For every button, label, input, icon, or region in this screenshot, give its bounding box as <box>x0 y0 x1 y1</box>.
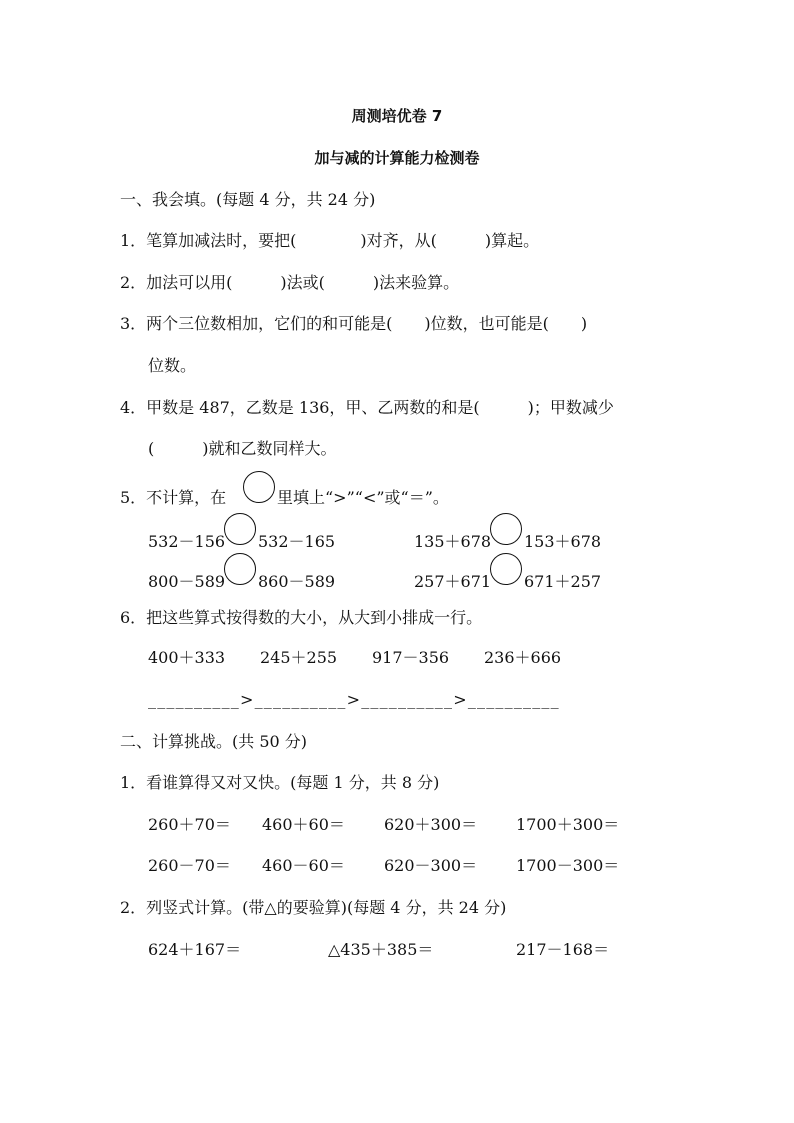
compare-right-2: 153＋678 <box>524 532 602 551</box>
calc-row1-item3: 620＋300＝ <box>384 815 478 834</box>
question-1-6: 6．把这些算式按得数的大小，从大到小排成一行。 <box>120 608 483 627</box>
question-1-4-line2: ( )就和乙数同样大。 <box>148 439 337 458</box>
calc-row1-item4: 1700＋300＝ <box>516 815 620 834</box>
ordering-answer-line[interactable]: __________>__________>__________>__________ <box>148 690 560 709</box>
calc-row2-item3: 620－300＝ <box>384 856 478 875</box>
section2-heading: 二、计算挑战。(共 50 分) <box>120 732 308 751</box>
vertical-calc-1: 624＋167＝ <box>148 940 242 959</box>
compare-circle-example <box>243 471 275 503</box>
section1-heading: 一、我会填。(每题 4 分，共 24 分) <box>120 190 376 209</box>
question-1-3-line2: 位数。 <box>148 356 197 375</box>
calc-row1-item2: 460＋60＝ <box>262 815 345 834</box>
compare-right-3: 860－589 <box>258 572 336 591</box>
compare-left-2: 135＋678 <box>414 532 492 551</box>
compare-left-1: 532－156 <box>148 532 226 551</box>
compare-left-4: 257＋671 <box>414 572 492 591</box>
page-title: 周测培优卷 7 <box>351 107 443 125</box>
compare-left-3: 800－589 <box>148 572 226 591</box>
compare-circle-1[interactable] <box>224 513 256 545</box>
question-1-1: 1．笔算加减法时，要把( )对齐，从( )算起。 <box>120 231 540 250</box>
calc-row1-item1: 260＋70＝ <box>148 815 231 834</box>
question-1-2: 2．加法可以用( )法或( )法来验算。 <box>120 273 460 292</box>
question-1-3-line1: 3．两个三位数相加，它们的和可能是( )位数，也可能是( ) <box>120 314 588 333</box>
question-1-5-suffix: 里填上“>”“<”或“＝”。 <box>277 488 449 507</box>
page-subtitle: 加与减的计算能力检测卷 <box>314 149 480 167</box>
vertical-calc-3: 217－168＝ <box>516 940 610 959</box>
expression-2: 245＋255 <box>260 648 338 667</box>
question-2-2: 2．列竖式计算。(带△的要验算)(每题 4 分，共 24 分) <box>120 898 507 917</box>
question-1-4-line1: 4．甲数是 487，乙数是 136，甲、乙两数的和是( )；甲数减少 <box>120 398 614 417</box>
calc-row2-item1: 260－70＝ <box>148 856 231 875</box>
question-1-5-prefix: 5．不计算，在 <box>120 488 227 507</box>
compare-circle-2[interactable] <box>490 513 522 545</box>
vertical-calc-2: △435＋385＝ <box>328 940 434 959</box>
calc-row2-item4: 1700－300＝ <box>516 856 620 875</box>
expression-3: 917－356 <box>372 648 450 667</box>
expression-4: 236＋666 <box>484 648 562 667</box>
question-2-1: 1．看谁算得又对又快。(每题 1 分，共 8 分) <box>120 773 440 792</box>
compare-right-4: 671＋257 <box>524 572 602 591</box>
compare-right-1: 532－165 <box>258 532 336 551</box>
calc-row2-item2: 460－60＝ <box>262 856 345 875</box>
compare-circle-4[interactable] <box>490 553 522 585</box>
compare-circle-3[interactable] <box>224 553 256 585</box>
expression-1: 400＋333 <box>148 648 226 667</box>
